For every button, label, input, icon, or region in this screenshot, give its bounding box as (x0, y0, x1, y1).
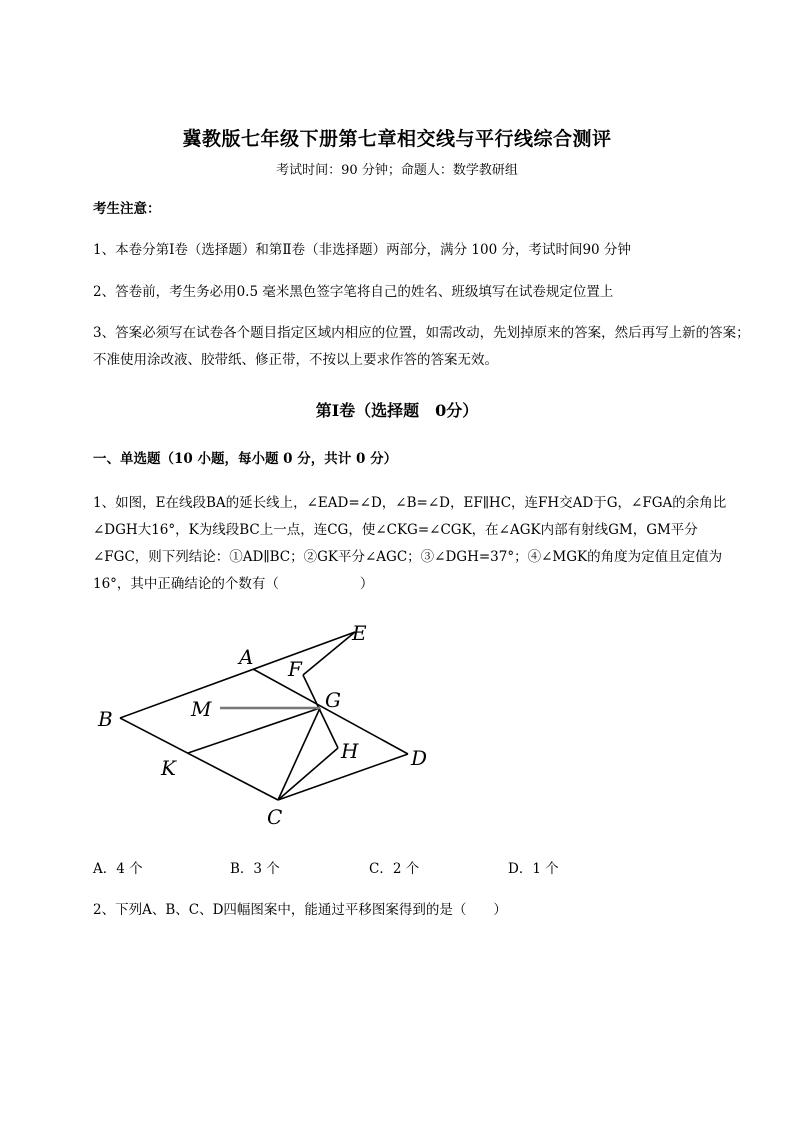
question-2-stem: 2、下列A、B、C、D四幅图案中，能通过平移图案得到的是（ ） (93, 902, 507, 918)
notice-item-1: 1、本卷分第Ⅰ卷（选择题）和第Ⅱ卷（非选择题）两部分，满分 100 分，考试时间90 分钟 (93, 242, 631, 258)
line-hc (278, 748, 338, 800)
point-label-k: K (161, 756, 176, 780)
point-label-g: G (325, 688, 341, 712)
geometry-figure (95, 612, 440, 832)
point-label-m: M (191, 697, 212, 721)
option-b[interactable]: B．3 个 (230, 861, 280, 877)
point-label-e: E (352, 621, 367, 645)
point-label-b: B (98, 707, 113, 731)
point-label-d: D (411, 746, 428, 770)
section-title: 第Ⅰ卷（选择题 0分） (315, 401, 479, 420)
point-label-f: F (288, 657, 302, 681)
line-ef (303, 632, 355, 675)
part-heading: 一、单选题（10 小题，每小题 0 分，共计 0 分） (93, 451, 398, 467)
question-1-stem: 1、如图，E在线段BA的延长线上，∠EAD=∠D，∠B=∠D，EF∥HC，连FH交AD于G，∠FGA的余角比∠DGH大16°，K为线段BC上一点，连CG，使∠CKG=∠CGK，在∠AGK内部有射线GM，GM平分∠FGC，则下列结论：①AD∥BC；②GK平分∠AGC；③∠DGH=37°；④∠MGK的角度为定值且定值为16°，其中正确结论的个数有（ ） (93, 495, 727, 592)
page-title: 冀教版七年级下册第七章相交线与平行线综合测评 (182, 128, 612, 150)
option-c[interactable]: C．2 个 (369, 861, 420, 877)
exam-info: 考试时间：90 分钟；命题人：数学教研组 (276, 163, 518, 178)
notice-item-3: 3、答案必须写在试卷各个题目指定区域内相应的位置，如需改动，先划掉原来的答案，然后再写上新的答案；不准使用涂改液、胶带纸、修正带，不按以上要求作答的答案无效。 (93, 325, 750, 368)
line-cg (278, 708, 320, 800)
option-a[interactable]: A．4 个 (93, 861, 143, 877)
point-label-c: C (267, 805, 283, 829)
option-d[interactable]: D．1 个 (508, 861, 559, 877)
point-label-a: A (239, 645, 254, 669)
point-label-h: H (341, 739, 359, 763)
notice-item-2: 2、答卷前，考生务必用0.5 毫米黑色签字笔将自己的姓名、班级填写在试卷规定位置上 (93, 284, 614, 300)
notice-heading: 考生注意： (93, 201, 161, 217)
